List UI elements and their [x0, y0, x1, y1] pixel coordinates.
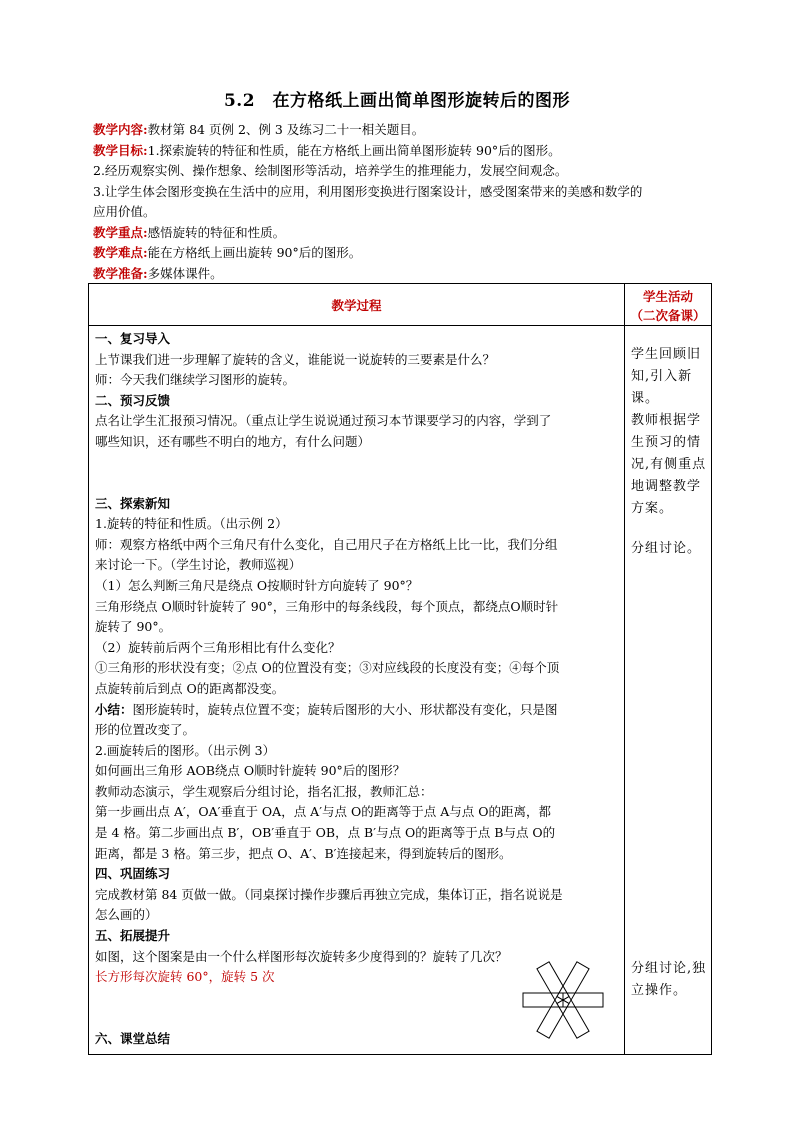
- page-title: 5.2 在方格纸上画出简单图形旋转后的图形: [223, 91, 571, 111]
- section-extension-title: 五、拓展提升: [95, 928, 171, 944]
- spacer: [95, 453, 620, 494]
- section-explore-title: 三、探索新知: [95, 495, 171, 511]
- rectangle-300deg: [537, 997, 569, 1039]
- text-line: 怎么画的）: [95, 907, 158, 923]
- teaching-goal-2: 2.经历观察实例、操作想象、绘制图形等活动，培养学生的推理能力，发展空间观念。: [93, 163, 568, 178]
- teaching-goal-1: [93, 141, 713, 162]
- text-line: 点旋转前后到点 O的距离都没变。: [95, 680, 285, 696]
- activity-line: 况,有侧重点: [631, 457, 707, 472]
- text-line: 如图，这个图案是由一个什么样图形每次旋转多少度得到的？旋转了几次？: [95, 948, 508, 964]
- teaching-key: [93, 223, 713, 244]
- rectangle-180deg: [563, 993, 603, 1007]
- activity-line: 立操作。: [631, 983, 688, 998]
- text-line: 三角形绕点 O顺时针旋转了 90°，三角形中的每条线段，每个顶点，都绕点O顺时针: [95, 598, 559, 614]
- text-line: 完成教材第 84 页做一做。（同桌探讨操作步骤后再独立完成，集体订正，指名说说是: [95, 886, 563, 902]
- text-line: 哪些知识，还有哪些不明白的地方，有什么问题）: [95, 433, 371, 449]
- goal-1-text: 1.探索旋转的特征和性质，能在方格纸上画出简单图形旋转 90°后的图形。: [147, 142, 561, 158]
- text-line: 来讨论一下。（学生讨论，教师巡视）: [95, 557, 302, 573]
- section-preview-title: 二、预习反馈: [95, 392, 171, 408]
- text-line: 旋转了 90°。: [95, 619, 172, 635]
- activity-line: 学生回顾旧: [631, 347, 702, 362]
- text-line: 1.旋转的特征和性质。（出示例 2）: [95, 516, 288, 532]
- process-cell: [89, 326, 625, 1055]
- text-line: （2）旋转前后两个三角形相比有什么变化？: [95, 639, 341, 655]
- summary-line: [95, 700, 620, 721]
- difficulty-text: 能在方格纸上画出旋转 90°后的图形。: [147, 245, 362, 260]
- header-activity-line1: 学生活动: [642, 289, 693, 304]
- summary-text: 图形旋转时，旋转点位置不变；旋转后图形的大小、形状都没有变化，只是图: [132, 701, 558, 717]
- text-line: 上节课我们进一步理解了旋转的含义，谁能说一说旋转的三要素是什么？: [95, 351, 496, 367]
- text-line: 是 4 格。第二步画出点 B′，OB′垂直于 OB，点 B′与点 O的距离等于点 B与点 O的: [95, 825, 556, 841]
- text-line: 第一步画出点 A′，OA′垂直于 OA，点 A′与点 O的距离等于点 A与点 O的距离，都: [95, 804, 551, 820]
- text-line: 师：今天我们继续学习图形的旋转。: [95, 372, 296, 388]
- text-line: 点名让学生汇报预习情况。（重点让学生说说通过预习本节课要学习的内容，学到了: [95, 413, 552, 429]
- activity-line: 分组讨论,独: [631, 961, 707, 976]
- teaching-content: [93, 120, 713, 141]
- rectangle-60deg: [537, 962, 569, 1004]
- prep-text: 多媒体课件。: [147, 265, 223, 281]
- text-line: 2.画旋转后的图形。（出示例 3）: [95, 742, 276, 758]
- section-review-title: 一、复习导入: [95, 331, 171, 346]
- content-label: 教学内容:: [93, 122, 148, 137]
- activity-line: 教师根据学: [631, 413, 702, 428]
- text-line: （1）怎么判断三角尺是绕点 O按顺时针方向旋转了 90°？: [95, 577, 419, 593]
- activity-line: 方案。: [631, 501, 674, 516]
- activity-line: 地调整教学: [631, 479, 702, 494]
- content-text: 教材第 84 页例 2、例 3 及练习二十一相关题目。: [147, 122, 425, 137]
- teaching-difficulty: [93, 243, 713, 264]
- activity-line: 生预习的情: [631, 435, 702, 450]
- lesson-table: [88, 283, 712, 1055]
- text-line: 教师动态演示，学生观察后分组讨论，指名汇报，教师汇总：: [95, 783, 433, 799]
- prep-label: 教学准备:: [93, 265, 148, 281]
- activity-line: 分组讨论。: [631, 541, 702, 556]
- text-line: ①三角形的形状没有变；②点 O的位置没有变；③对应线段的长度没有变；④每个顶: [95, 660, 560, 676]
- text-line: 师：观察方格纸中两个三角尺有什么变化，自己用尺子在方格纸上比一比，我们分组: [95, 536, 558, 552]
- text-line: 如何画出三角形 AOB绕点 O顺时针旋转 90°后的图形？: [95, 763, 406, 779]
- section-summary-title: 六、课堂总结: [95, 1030, 171, 1046]
- summary-label: 小结：: [95, 701, 133, 717]
- section-practice-title: 四、巩固练习: [95, 866, 171, 882]
- pinwheel-figure: [521, 958, 605, 1042]
- teaching-prep: [93, 264, 713, 285]
- difficulty-label: 教学难点:: [93, 245, 148, 260]
- activity-cell: [625, 326, 712, 1055]
- lesson-intro: [93, 120, 713, 284]
- extension-answer: 长方形每次旋转 60°，旋转 5 次: [95, 969, 275, 985]
- rectangle-240deg: [557, 997, 589, 1039]
- header-process: 教学过程: [89, 284, 625, 326]
- header-activity: [625, 284, 712, 326]
- rectangle-0deg: [523, 993, 563, 1007]
- text-line: 形的位置改变了。: [95, 722, 196, 738]
- key-text: 感悟旋转的特征和性质。: [147, 224, 286, 240]
- spacer: [631, 560, 707, 958]
- text-line: 距离，都是 3 格。第三步，把点 O、A′、B′连接起来，得到旋转后的图形。: [95, 845, 512, 861]
- teaching-goal-3a: 3.让学生体会图形变换在生活中的应用，利用图形变换进行图案设计，感受图案带来的美感和数学的: [93, 183, 643, 199]
- spacer: [631, 520, 707, 538]
- teaching-goal-3b: 应用价值。: [93, 204, 156, 219]
- goal-label: 教学目标:: [93, 142, 148, 158]
- header-activity-line2: （二次备课）: [630, 308, 706, 323]
- rectangle-120deg: [557, 962, 589, 1004]
- key-label: 教学重点:: [93, 224, 148, 240]
- activity-line: 知,引入新课。: [631, 369, 693, 406]
